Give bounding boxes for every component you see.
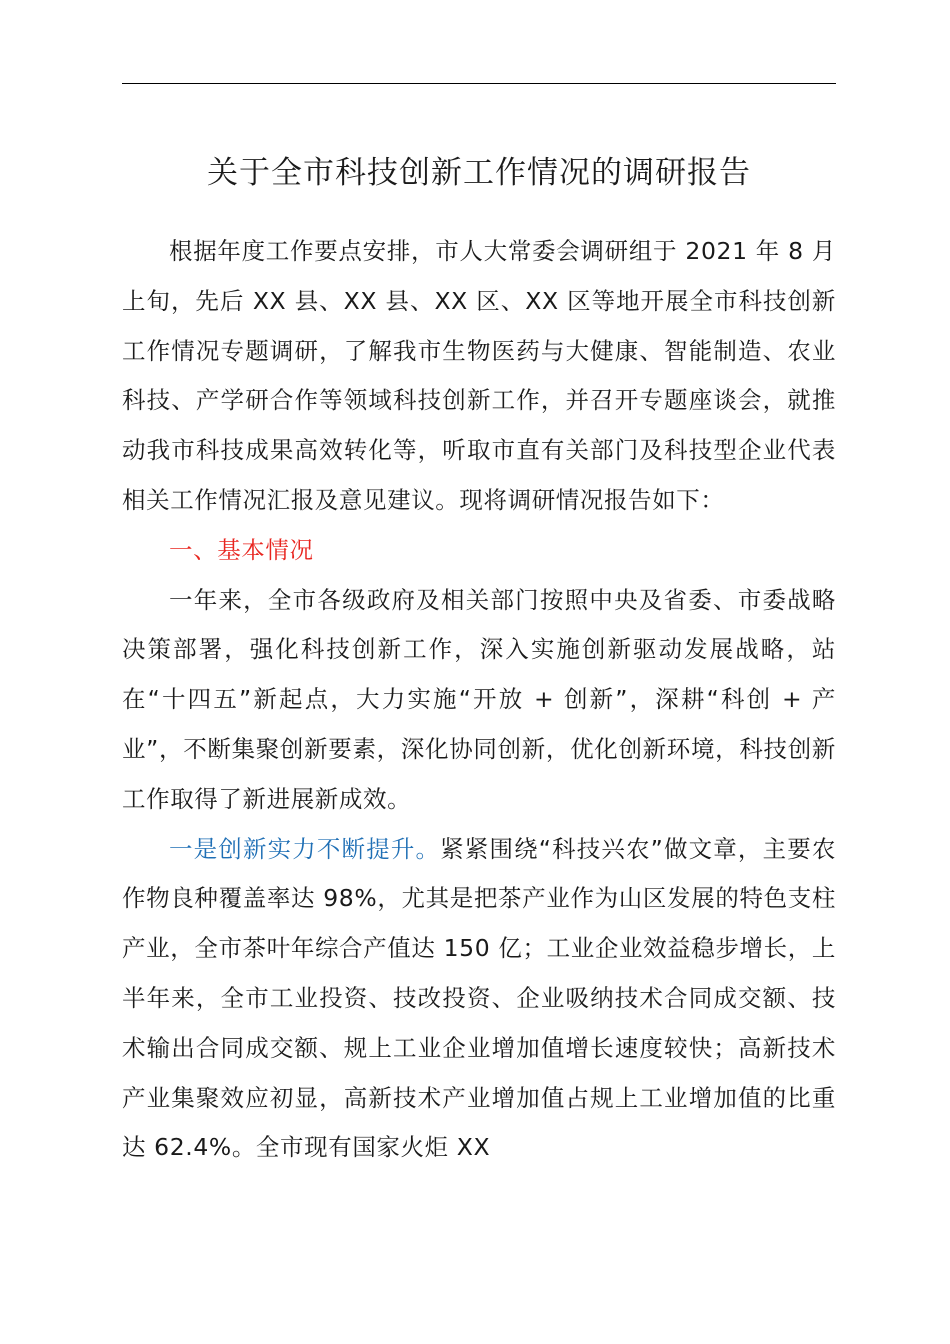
point-paragraph <box>122 825 836 1174</box>
section-paragraph: 一年来，全市各级政府及相关部门按照中央及省委、市委战略决策部署，强化科技创新工作，深入实施创新驱动发展战略，站在“十四五”新起点，大力实施“开放 + 创新”，深耕“科创 + 产业”，不断集聚创新要素，深化协同创新，优化创新环境，科技创新工作取得了新进展新成效。 <box>122 585 836 813</box>
intro-paragraph: 根据年度工作要点安排，市人大常委会调研组于 2021 年 8 月上旬，先后 XX 县、XX 县、XX 区、XX 区等地开展全市科技创新工作情况专题调研，了解我市生物医药与大健康、智能制造、农业科技、产学研合作等领域科技创新工作，并召开专题座谈会，就推动我市科技成果高效转化等，听取市直有关部门及科技型企业代表相关工作情况汇报及意见建议。现将调研情况报告如下： <box>122 237 836 514</box>
header-rule <box>122 83 836 84</box>
point-lead: 一是创新实力不断提升。 <box>169 834 441 863</box>
report-title: 关于全市科技创新工作情况的调研报告 <box>207 155 751 191</box>
section-heading-basic-situation: 一、基本情况 <box>169 535 314 564</box>
report-body <box>122 227 836 1173</box>
point-text: 紧紧围绕“科技兴农”做文章，主要农作物良种覆盖率达 98%，尤其是把茶产业作为山区发展的特色支柱产业，全市茶叶年综合产值达 150 亿；工业企业效益稳步增长，上半年来，全市工业投资、技改投资、企业吸纳技术合同成交额、技术输出合同成交额、规上工业企业增加值增长速度较快；高新技术产业集聚效应初显，高新技术产业增加值占规上工业增加值的比重达 62.4%。全市现有国家火炬 XX <box>122 834 836 1162</box>
